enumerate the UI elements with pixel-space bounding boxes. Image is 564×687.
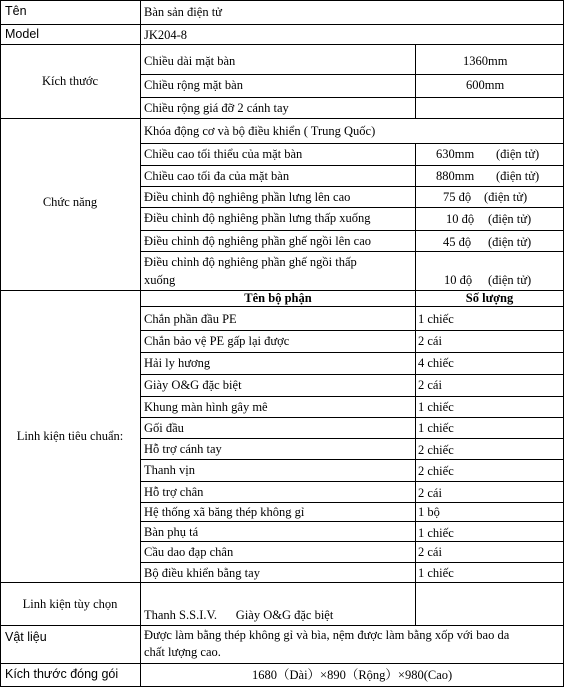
part-name: Cầu dao đạp chân bbox=[144, 545, 234, 559]
rule bbox=[140, 251, 564, 252]
part-name: Gối đầu bbox=[144, 421, 184, 435]
function-value: 10 độ bbox=[446, 212, 475, 226]
function-name-line1: Điều chỉnh độ nghiêng phần ghế ngồi thấp bbox=[144, 255, 357, 269]
optional-parts-value: Thanh S.S.I.V. Giày O&G đặc biệt bbox=[144, 608, 334, 622]
rule bbox=[140, 562, 564, 563]
packing-size-value: 1680（Dài）×890（Rộng）×980(Cao) bbox=[252, 668, 453, 682]
part-name: Khung màn hình gây mê bbox=[144, 400, 268, 414]
rule bbox=[0, 44, 564, 45]
name-value: Bàn sản điện tử bbox=[144, 5, 222, 19]
column-divider bbox=[140, 0, 141, 687]
function-value: 45 độ bbox=[443, 235, 472, 249]
part-name: Hải ly hương bbox=[144, 356, 211, 370]
rule bbox=[140, 374, 564, 375]
column-divider bbox=[415, 290, 416, 625]
function-value: 75 độ bbox=[443, 190, 472, 204]
rule bbox=[140, 330, 564, 331]
column-divider bbox=[415, 44, 416, 118]
dimension-name: Chiều rộng mặt bàn bbox=[144, 78, 243, 92]
rule bbox=[140, 417, 564, 418]
function-value: 630mm bbox=[436, 147, 475, 161]
part-name: Chắn bảo vệ PE gấp lại được bbox=[144, 334, 290, 348]
function-mode: (điện tử) bbox=[488, 273, 532, 287]
part-qty: 2 chiếc bbox=[418, 443, 454, 457]
part-name: Chắn phần đầu PE bbox=[144, 312, 237, 326]
rule bbox=[0, 118, 564, 119]
motor-lock-line: Khóa động cơ và bộ điều khiển ( Trung Quốc) bbox=[144, 124, 376, 138]
part-name: Hỗ trợ chân bbox=[144, 485, 204, 499]
model-label: Model bbox=[5, 27, 40, 41]
rule bbox=[140, 352, 564, 353]
dimension-value: 1360mm bbox=[463, 54, 508, 68]
functions-label: Chức năng bbox=[42, 195, 98, 209]
function-name: Chiều cao tối đa của mặt bàn bbox=[144, 169, 290, 183]
function-name: Điều chỉnh độ nghiêng phần lưng lên cao bbox=[144, 190, 351, 204]
rule bbox=[140, 521, 564, 522]
col-header-qty: Số lượng bbox=[465, 291, 514, 305]
rule bbox=[140, 306, 564, 307]
part-name: Hệ thống xã băng thép không gỉ bbox=[144, 505, 305, 519]
rule bbox=[140, 165, 564, 166]
part-qty: 2 cái bbox=[418, 545, 442, 559]
rule bbox=[0, 625, 564, 626]
rule bbox=[140, 207, 564, 208]
part-name: Hỗ trợ cánh tay bbox=[144, 442, 222, 456]
rule bbox=[140, 143, 564, 144]
function-value: 10 độ bbox=[444, 273, 473, 287]
part-qty: 1 chiếc bbox=[418, 400, 454, 414]
rule bbox=[0, 582, 564, 583]
dimension-value: 600mm bbox=[466, 78, 505, 92]
border-top bbox=[0, 0, 564, 1]
function-name: Điều chỉnh độ nghiêng phần lưng thấp xuống bbox=[144, 211, 371, 225]
model-value: JK204-8 bbox=[144, 28, 188, 42]
rule bbox=[140, 396, 564, 397]
part-qty: 2 cái bbox=[418, 334, 442, 348]
function-name: Chiều cao tối thiểu của mặt bàn bbox=[144, 147, 303, 161]
function-mode: (điện tử) bbox=[488, 212, 532, 226]
rule bbox=[140, 459, 564, 460]
dimension-name: Chiều dài mặt bàn bbox=[144, 54, 236, 68]
rule bbox=[140, 481, 564, 482]
part-qty: 2 cái bbox=[418, 486, 442, 500]
rule bbox=[140, 186, 564, 187]
rule bbox=[0, 24, 564, 25]
rule bbox=[140, 438, 564, 439]
rule bbox=[140, 502, 564, 503]
rule bbox=[140, 541, 564, 542]
part-name: Bộ điều khiển bằng tay bbox=[144, 566, 260, 580]
rule bbox=[140, 97, 564, 98]
function-mode: (điện tử) bbox=[488, 235, 532, 249]
material-line1: Được làm bằng thép không gỉ và bìa, nệm được làm bằng xốp với bao da bbox=[144, 628, 510, 642]
material-line2: chất lượng cao. bbox=[144, 645, 221, 659]
function-mode: (điện tử) bbox=[484, 190, 528, 204]
part-qty: 2 chiếc bbox=[418, 464, 454, 478]
standard-parts-label: Linh kiện tiêu chuẩn: bbox=[16, 429, 124, 443]
part-name: Thanh vịn bbox=[144, 463, 196, 477]
packing-size-label: Kích thước đóng gói bbox=[5, 667, 119, 681]
function-value: 880mm bbox=[436, 169, 475, 183]
rule bbox=[140, 230, 564, 231]
part-qty: 1 chiếc bbox=[418, 421, 454, 435]
name-label: Tên bbox=[5, 4, 27, 18]
material-label: Vật liệu bbox=[5, 630, 47, 644]
rule bbox=[140, 74, 564, 75]
part-name: Giày O&G đặc biệt bbox=[144, 378, 242, 392]
optional-parts-label: Linh kiện tùy chọn bbox=[22, 597, 118, 611]
part-qty: 1 chiếc bbox=[418, 526, 454, 540]
function-mode: (điện tử) bbox=[496, 169, 540, 183]
dimensions-label: Kích thước bbox=[41, 74, 99, 88]
col-header-part: Tên bộ phận bbox=[244, 291, 312, 305]
rule bbox=[0, 663, 564, 664]
function-name-line2: xuống bbox=[144, 273, 176, 287]
part-qty: 1 chiếc bbox=[418, 312, 454, 326]
function-mode: (điện tử) bbox=[496, 147, 540, 161]
part-qty: 4 chiếc bbox=[418, 356, 454, 370]
function-name: Điều chỉnh độ nghiêng phần ghế ngồi lên cao bbox=[144, 234, 372, 248]
column-divider bbox=[415, 143, 416, 290]
part-qty: 1 bộ bbox=[418, 505, 440, 519]
part-name: Bàn phụ tá bbox=[144, 525, 199, 539]
dimension-name: Chiều rộng giá đỡ 2 cánh tay bbox=[144, 101, 289, 115]
part-qty: 1 chiếc bbox=[418, 566, 454, 580]
part-qty: 2 cái bbox=[418, 378, 442, 392]
border-left bbox=[0, 0, 1, 687]
